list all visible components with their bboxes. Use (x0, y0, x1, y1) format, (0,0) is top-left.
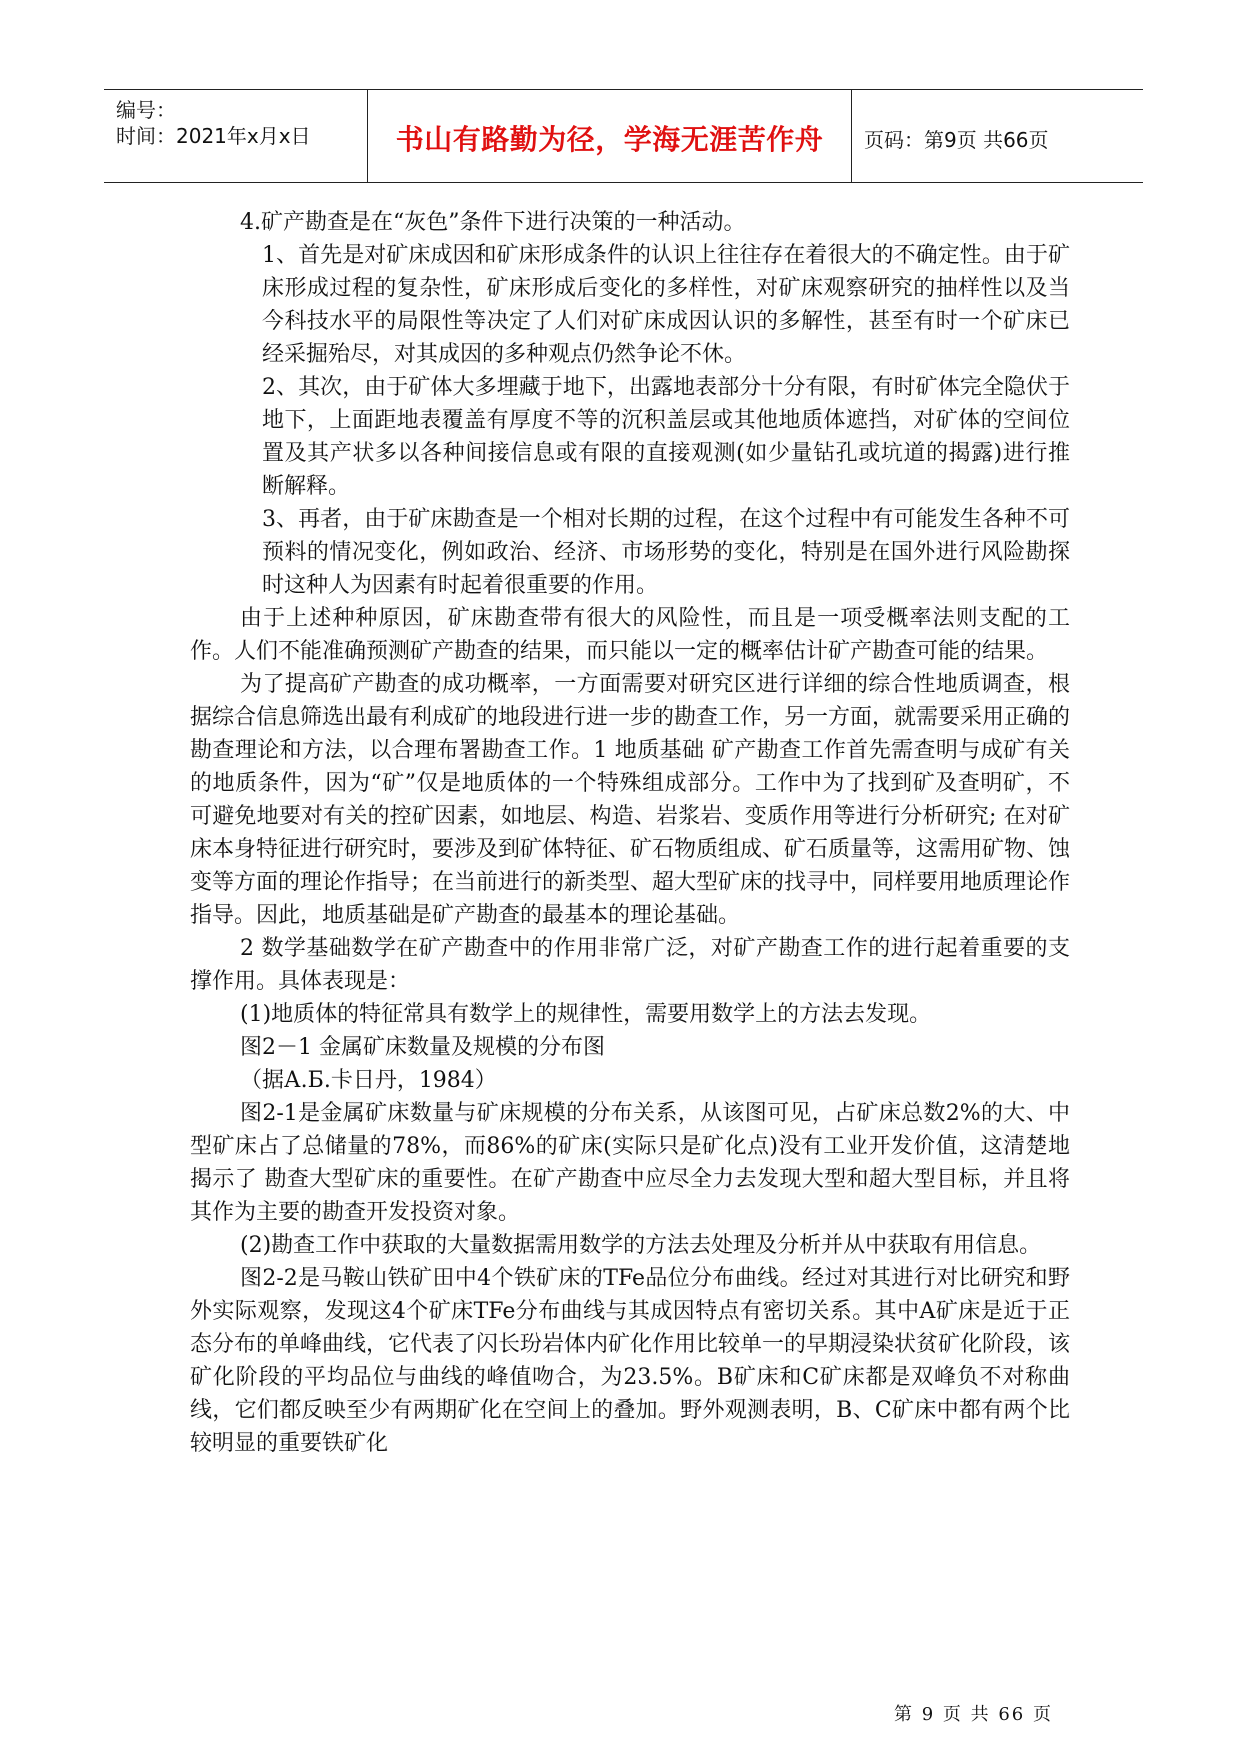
document-body (190, 206, 1070, 1460)
paragraph: 图2-1是金属矿床数量与矿床规模的分布关系，从该图可见，占矿床总数2%的大、中型矿床占了总储量的78%，而86%的矿床(实际只是矿化点)没有工业开发价值，这清楚地揭示了 勘查大型矿床的重要性。在矿产勘查中应尽全力去发现大型和超大型目标，并且将其作为主要的勘查开发投资对象。 (190, 1101, 1070, 1225)
paragraph: 图2-2是马鞍山铁矿田中4个铁矿床的TFe品位分布曲线。经过对其进行对比研究和野外实际观察，发现这4个矿床TFe分布曲线与其成因特点有密切关系。其中A矿床是近于正态分布的单峰曲线，它代表了闪长玢岩体内矿化作用比较单一的早期浸染状贫矿化阶段，该矿化阶段的平均品位与曲线的峰值吻合，为23.5%。B矿床和C矿床都是双峰负不对称曲线，它们都反映至少有两期矿化在空间上的叠加。野外观测表明，B、C矿床中都有两个比较明显的重要铁矿化 (190, 1266, 1071, 1456)
page-footer: 第 9 页 共 66 页 (894, 1704, 1053, 1725)
paragraph: 为了提高矿产勘查的成功概率，一方面需要对研究区进行详细的综合性地质调查，根据综合信息筛选出最有利成矿的地段进行进一步的勘查工作，另一方面，就需要采用正确的勘查理论和方法，以合理布署勘查工作。1 地质基础 矿产勘查工作首先需查明与成矿有关的地质条件，因为“矿”仅是地质体的一个特殊组成部分。工作中为了找到矿及查明矿，不可避免地要对有关的控矿因素，如地层、构造、岩浆岩、变质作用等进行分析研究; 在对矿床本身特征进行研究时，要涉及到矿体特征、矿石物质组成、矿石质量等，这需用矿物、蚀变等方面的理论作指导；在当前进行的新类型、超大型矿床的找寻中，同样要用地质理论作指导。因此，地质基础是矿产勘查的最基本的理论基础。 (190, 672, 1071, 928)
header-left-cell (104, 90, 368, 182)
number-label: 编号： (116, 98, 176, 122)
paragraph: 2、其次，由于矿体大多埋藏于地下，出露地表部分十分有限，有时矿体完全隐伏于地下，上面距地表覆盖有厚度不等的沉积盖层或其他地质体遮挡，对矿体的空间位置及其产状多以各种间接信息或有限的直接观测(如少量钻孔或坑道的揭露)进行推断解释。 (262, 375, 1070, 499)
paragraph: 2 数学基础数学在矿产勘查中的作用非常广泛，对矿产勘查工作的进行起着重要的支撑作用。具体表现是： (190, 936, 1070, 994)
paragraph: 4.矿产勘查是在“灰色”条件下进行决策的一种活动。 (240, 210, 746, 235)
header-table (104, 89, 1143, 183)
header-page-cell (852, 90, 1143, 182)
paragraph: 3、再者，由于矿床勘查是一个相对长期的过程，在这个过程中有可能发生各种不可预料的情况变化，例如政治、经济、市场形势的变化，特别是在国外进行风险勘探时这种人为因素有时起着很重要的作用。 (262, 507, 1070, 598)
paragraph: 由于上述种种原因，矿床勘查带有很大的风险性，而且是一项受概率法则支配的工作。人们不能准确预测矿产勘查的结果，而只能以一定的概率估计矿产勘查可能的结果。 (190, 606, 1070, 664)
paragraph: (2)勘查工作中获取的大量数据需用数学的方法去处理及分析并从中获取有用信息。 (240, 1233, 1042, 1258)
paragraph: 1、首先是对矿床成因和矿床形成条件的认识上往往存在着很大的不确定性。由于矿床形成过程的复杂性，矿床形成后变化的多样性，对矿床观察研究的抽样性以及当今科技水平的局限性等决定了人们对矿床成因认识的多解性，甚至有时一个矿床已经采掘殆尽，对其成因的多种观点仍然争论不休。 (262, 243, 1070, 367)
time-label: 时间：2021年x月x日 (116, 124, 311, 148)
page-info: 页码：第9页 共66页 (864, 128, 1049, 152)
figure-caption: 图2－1 金属矿床数量及规模的分布图 (240, 1035, 605, 1060)
motto: 书山有路勤为径，学海无涯苦作舟 (395, 123, 824, 156)
header-motto-cell (368, 90, 852, 182)
figure-source: （据А.Б.卡日丹，1984） (240, 1068, 497, 1093)
paragraph: (1)地质体的特征常具有数学上的规律性，需要用数学上的方法去发现。 (240, 1002, 932, 1027)
